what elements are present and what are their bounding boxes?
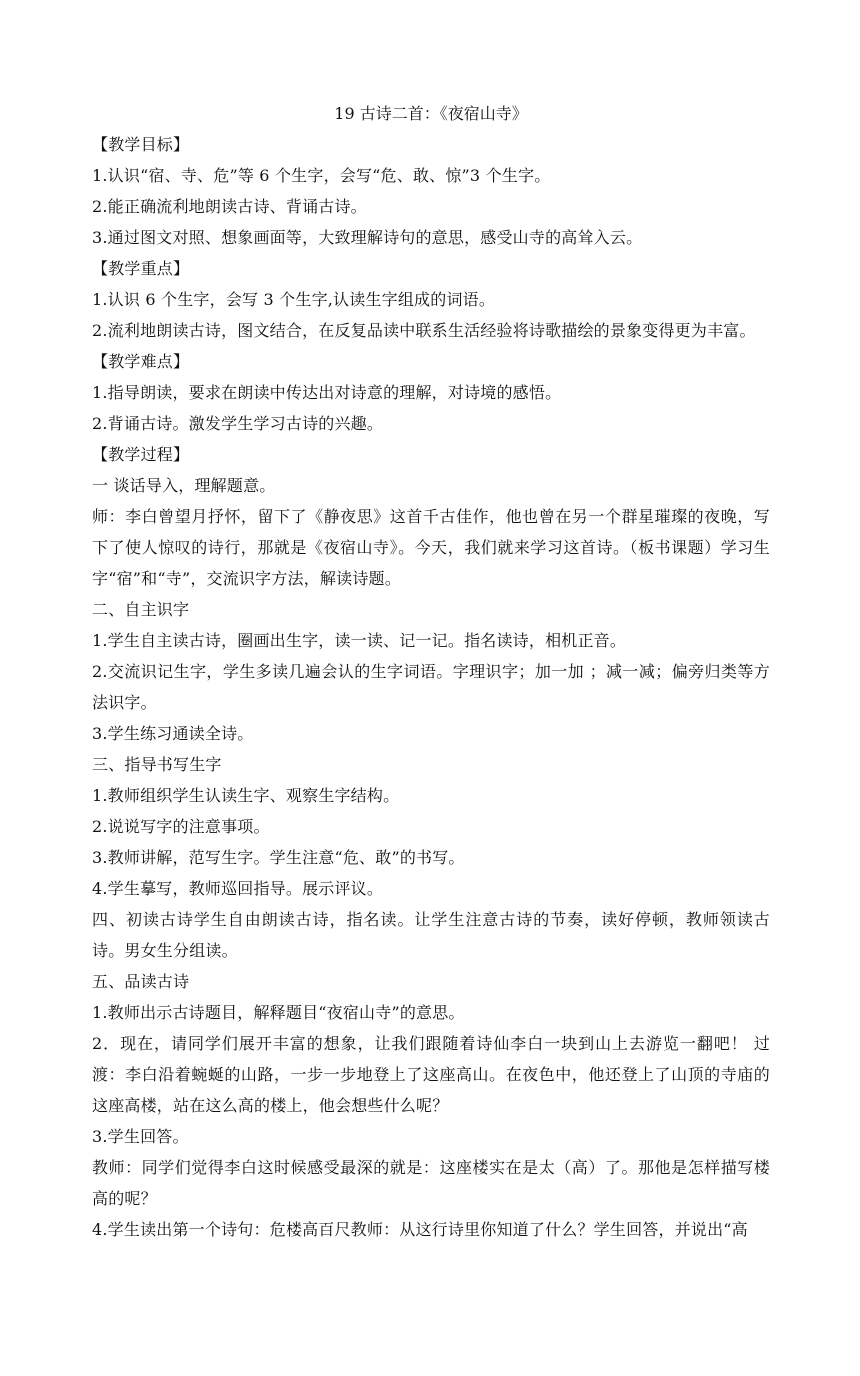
paragraph: 师：李白曾望月抒怀，留下了《静夜思》这首千古佳作，他也曾在另一个群星璀璨的夜晚，写下了使人惊叹的诗行，那就是《夜宿山寺》。今天，我们就来学习这首诗。（板书课题）学习生字“宿”和“寺”，交流识字方法，解读诗题。	[92, 507, 770, 588]
heading-teaching-process: 【教学过程】	[92, 445, 190, 464]
section-heading: 三、指导书写生字	[92, 755, 222, 774]
paragraph: 2.背诵古诗。激发学生学习古诗的兴趣。	[92, 414, 384, 433]
paragraph: 2.能正确流利地朗读古诗、背诵古诗。	[92, 197, 367, 216]
paragraph: 4.学生摹写，教师巡回指导。展示评议。	[92, 879, 384, 898]
paragraph: 教师：同学们觉得李白这时候感受最深的就是：这座楼实在是太（高）了。那他是怎样描写楼高的呢？	[92, 1158, 770, 1208]
paragraph: 2.流利地朗读古诗，图文结合，在反复品读中联系生活经验将诗歌描绘的景象变得更为丰富。	[92, 321, 756, 340]
paragraph: 3.教师讲解，范写生字。学生注意“危、敢”的书写。	[92, 848, 465, 867]
paragraph: 1.学生自主读古诗，圈画出生字，读一读、记一记。指名读诗，相机正音。	[92, 631, 627, 650]
section-heading: 五、品读古诗	[92, 972, 190, 991]
paragraph: 1.教师组织学生认读生字、观察生字结构。	[92, 786, 400, 805]
paragraph: 1.认识 6 个生字，会写 3 个生字,认读生字组成的词语。	[92, 290, 496, 309]
paragraph: 2．现在，请同学们展开丰富的想象，让我们跟随着诗仙李白一块到山上去游览一翻吧！ 过渡：李白沿着蜿蜒的山路，一步一步地登上了这座高山。在夜色中，他还登上了山顶的寺庙的这座高楼，站在这么高的楼上，他会想些什么呢？	[92, 1034, 770, 1115]
paragraph: 2.交流识记生字，学生多读几遍会认的生字词语。字理识字；加一加 ；减一减；偏旁归类等方法识字。	[92, 662, 770, 712]
heading-teaching-focus: 【教学重点】	[92, 259, 190, 278]
paragraph: 1.教师出示古诗题目，解释题目“夜宿山寺”的意思。	[92, 1003, 465, 1022]
heading-teaching-objectives: 【教学目标】	[92, 135, 190, 154]
paragraph: 3.学生回答。	[92, 1127, 189, 1146]
paragraph: 1.指导朗读，要求在朗读中传达出对诗意的理解，对诗境的感悟。	[92, 383, 562, 402]
paragraph: 2.说说写字的注意事项。	[92, 817, 270, 836]
document-title: 19 古诗二首：《夜宿山寺》	[334, 104, 528, 123]
paragraph: 3.学生练习通读全诗。	[92, 724, 254, 743]
section-heading: 二、自主识字	[92, 600, 190, 619]
paragraph: 4.学生读出第一个诗句：危楼高百尺教师：从这行诗里你知道了什么？学生回答，并说出“高	[92, 1220, 748, 1239]
section-heading: 一 谈话导入，理解题意。	[92, 476, 276, 495]
paragraph: 3.通过图文对照、想象画面等，大致理解诗句的意思，感受山寺的高耸入云。	[92, 228, 643, 247]
document-page	[92, 98, 770, 1245]
paragraph: 1.认识“宿、寺、危”等 6 个生字，会写“危、敢、惊”3 个生字。	[92, 166, 551, 185]
paragraph: 四、初读古诗学生自由朗读古诗，指名读。让学生注意古诗的节奏，读好停顿，教师领读古诗。男女生分组读。	[92, 910, 770, 960]
heading-teaching-difficulties: 【教学难点】	[92, 352, 190, 371]
